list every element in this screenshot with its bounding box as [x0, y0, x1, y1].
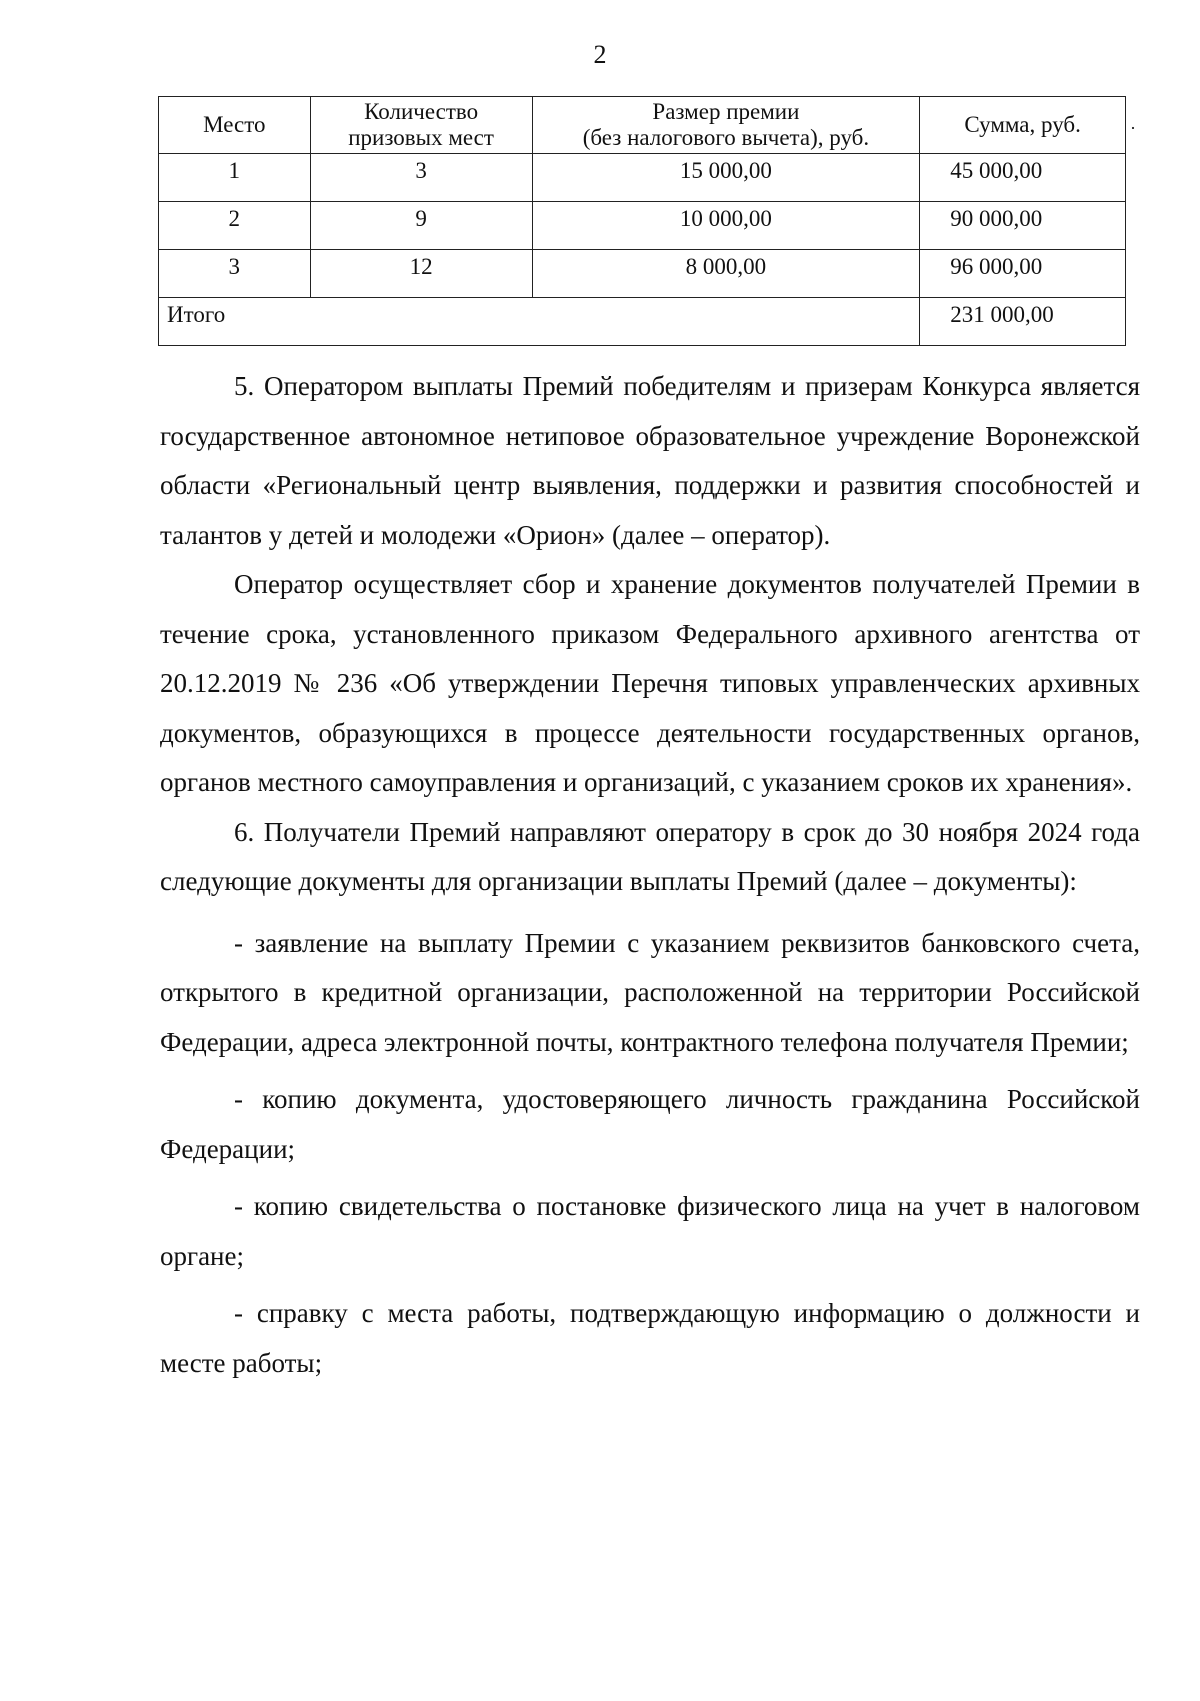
- cell-sum: 96 000,00: [920, 250, 1126, 298]
- scan-dot-mark: ·: [1130, 118, 1136, 138]
- cell-amount: 10 000,00: [532, 202, 920, 250]
- table-header-row: [159, 97, 1126, 154]
- prize-table: [158, 96, 1126, 346]
- cell-amount: 15 000,00: [532, 154, 920, 202]
- list-item-passport-copy: - копию документа, удостоверяющего личность гражданина Российской Федерации;: [160, 1084, 1140, 1164]
- table-row: [159, 202, 1126, 250]
- table-row: [159, 250, 1126, 298]
- header-prize-count-line2: призовых мест: [348, 125, 494, 150]
- list-item-application: - заявление на выплату Премии с указанием реквизитов банковского счета, открытого в кредитной организации, расположенной на территории Российской Федерации, адреса электронной почты, контрактного телефона получателя Премии;: [160, 927, 1140, 1057]
- table-row: [159, 154, 1126, 202]
- table-total-row: [159, 298, 1126, 346]
- cell-place: 3: [159, 250, 311, 298]
- header-prize-amount: [532, 97, 920, 154]
- cell-count: 3: [310, 154, 532, 202]
- cell-sum: 45 000,00: [920, 154, 1126, 202]
- list-item-work-certificate: - справку с места работы, подтверждающую информацию о должности и месте работы;: [160, 1298, 1140, 1378]
- cell-place: 2: [159, 202, 311, 250]
- cell-amount: 8 000,00: [532, 250, 920, 298]
- header-prize-count-line1: Количество: [364, 99, 479, 124]
- header-prize-count: [310, 97, 532, 154]
- header-place: Место: [159, 97, 311, 154]
- list-item-tax-certificate: - копию свидетельства о постановке физического лица на учет в налоговом органе;: [160, 1191, 1140, 1271]
- total-label: Итого: [159, 298, 920, 346]
- page-number: 2: [593, 40, 607, 69]
- paragraph-6: 6. Получатели Премий направляют оператору в срок до 30 ноября 2024 года следующие документы для организации выплаты Премий (далее – документы):: [160, 816, 1140, 896]
- body-text: [160, 362, 1140, 1388]
- cell-count: 9: [310, 202, 532, 250]
- cell-sum: 90 000,00: [920, 202, 1126, 250]
- header-sum: Сумма, руб.: [920, 97, 1126, 154]
- header-prize-amount-line2: (без налогового вычета), руб.: [582, 125, 870, 150]
- paragraph-5: 5. Оператором выплаты Премий победителям и призерам Конкурса является государственное автономное нетиповое образовательное учреждение Воронежской области «Региональный центр выявления, поддержки и развития способностей и талантов у детей и молодежи «Орион» (далее – оператор).: [160, 371, 1140, 550]
- cell-place: 1: [159, 154, 311, 202]
- header-prize-amount-line1: Размер премии: [652, 99, 800, 124]
- paragraph-operator: Оператор осуществляет сбор и хранение документов получателей Премии в течение срока, установленного приказом Федерального архивного агентства от 20.12.2019 № 236 «Об утверждении Перечня типовых управленческих архивных документов, образующихся в процессе деятельности государственных органов, органов местного самоуправления и организаций, с указанием сроков их хранения».: [160, 569, 1140, 797]
- cell-count: 12: [310, 250, 532, 298]
- total-value: 231 000,00: [920, 298, 1126, 346]
